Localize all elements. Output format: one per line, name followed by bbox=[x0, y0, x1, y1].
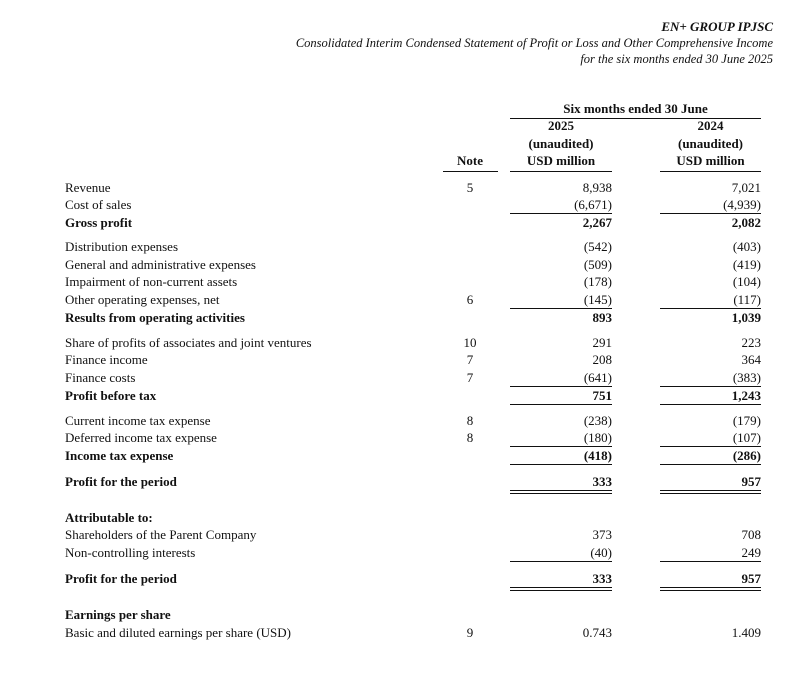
value-2025: (6,671) bbox=[574, 197, 612, 212]
total-rule bbox=[660, 404, 761, 405]
value-2024: (179) bbox=[732, 413, 761, 428]
row-note: 8 bbox=[466, 430, 474, 445]
value-2024: (117) bbox=[733, 292, 761, 307]
note-column-header: Note bbox=[457, 153, 483, 168]
row-label: Other operating expenses, net bbox=[65, 292, 220, 307]
value-2025: (542) bbox=[583, 239, 612, 254]
value-2024: 7,021 bbox=[731, 180, 761, 195]
row-impairment bbox=[0, 273, 800, 290]
value-2024: (286) bbox=[732, 448, 761, 463]
statement-period: for the six months ended 30 June 2025 bbox=[580, 52, 773, 66]
col-2025-header-rule bbox=[510, 171, 612, 172]
value-2024: (107) bbox=[732, 430, 761, 445]
value-2024: 957 bbox=[741, 474, 761, 489]
value-2025: (145) bbox=[583, 292, 612, 307]
row-label: Non-controlling interests bbox=[65, 545, 196, 560]
row-label: General and administrative expenses bbox=[65, 257, 256, 272]
col-2024-year: 2024 bbox=[697, 118, 724, 133]
row-label: Basic and diluted earnings per share (USD) bbox=[65, 625, 291, 640]
subtotal-rule bbox=[660, 561, 761, 562]
double-rule-top bbox=[660, 587, 761, 588]
value-2024: 1.409 bbox=[731, 625, 761, 640]
value-2024: 364 bbox=[741, 352, 761, 367]
value-2025: 751 bbox=[592, 388, 612, 403]
statement-title: Consolidated Interim Condensed Statement of Profit or Loss and Other Comprehensive Income bbox=[295, 36, 773, 50]
value-2025: (178) bbox=[583, 274, 612, 289]
double-rule-top bbox=[660, 490, 761, 491]
row-profit-before-tax bbox=[0, 387, 800, 404]
row-finance-income bbox=[0, 351, 800, 368]
row-attributable-to bbox=[0, 509, 800, 526]
row-note: 8 bbox=[466, 413, 474, 428]
subtotal-rule bbox=[660, 464, 761, 465]
value-2025: (40) bbox=[590, 545, 612, 560]
double-rule-top bbox=[510, 490, 612, 491]
col-2024-unit: USD million bbox=[676, 153, 745, 168]
subtotal-rule bbox=[510, 561, 612, 562]
row-note: 7 bbox=[466, 370, 474, 385]
double-rule-bottom bbox=[510, 493, 612, 494]
row-gross-profit bbox=[0, 214, 800, 231]
row-finance-costs bbox=[0, 369, 800, 386]
row-label: Income tax expense bbox=[65, 448, 174, 463]
value-2025: 333 bbox=[592, 571, 612, 586]
company-name: EN+ GROUP IPJSC bbox=[661, 19, 773, 34]
row-label: Deferred income tax expense bbox=[65, 430, 217, 445]
row-note: 7 bbox=[466, 352, 474, 367]
row-label: Profit for the period bbox=[65, 474, 177, 489]
value-2025: 2,267 bbox=[582, 215, 612, 230]
row-note: 6 bbox=[466, 292, 474, 307]
row-profit-for-period bbox=[0, 473, 800, 490]
value-2024: (403) bbox=[732, 239, 761, 254]
col-2024-header-rule bbox=[660, 171, 761, 172]
row-profit-for-period-attributable bbox=[0, 570, 800, 587]
row-label: Profit for the period bbox=[65, 571, 177, 586]
row-revenue bbox=[0, 179, 800, 196]
row-label: Distribution expenses bbox=[65, 239, 179, 254]
col-2024-status: (unaudited) bbox=[677, 136, 744, 151]
row-label: Earnings per share bbox=[65, 607, 171, 622]
row-income-tax-expense bbox=[0, 447, 800, 464]
row-label: Shareholders of the Parent Company bbox=[65, 527, 257, 542]
value-2025: 0.743 bbox=[582, 625, 612, 640]
row-label: Results from operating activities bbox=[65, 310, 245, 325]
total-rule bbox=[510, 404, 612, 405]
note-header-rule bbox=[443, 171, 498, 172]
double-rule-bottom bbox=[510, 590, 612, 591]
value-2024: 708 bbox=[741, 527, 761, 542]
col-2025-unit: USD million bbox=[526, 153, 596, 168]
row-label: Finance costs bbox=[65, 370, 136, 385]
row-note: 9 bbox=[466, 625, 474, 640]
row-label: Current income tax expense bbox=[65, 413, 211, 428]
double-rule-bottom bbox=[660, 590, 761, 591]
value-2024: 223 bbox=[741, 335, 761, 350]
col-2025-status: (unaudited) bbox=[528, 136, 594, 151]
value-2025: (509) bbox=[583, 257, 612, 272]
row-note: 5 bbox=[466, 180, 474, 195]
row-distribution-expenses bbox=[0, 238, 800, 255]
value-2024: 249 bbox=[741, 545, 761, 560]
row-label: Gross profit bbox=[65, 215, 133, 230]
value-2024: 2,082 bbox=[731, 215, 761, 230]
row-label: Cost of sales bbox=[65, 197, 132, 212]
row-earnings-per-share-heading bbox=[0, 606, 800, 623]
value-2025: (238) bbox=[583, 413, 612, 428]
value-2025: 291 bbox=[592, 335, 612, 350]
value-2025: (418) bbox=[583, 448, 612, 463]
subtotal-rule bbox=[510, 464, 612, 465]
value-2025: 333 bbox=[592, 474, 612, 489]
value-2024: 1,243 bbox=[731, 388, 761, 403]
value-2025: 893 bbox=[592, 310, 612, 325]
row-general-admin-expenses bbox=[0, 256, 800, 273]
value-2024: (4,939) bbox=[723, 197, 761, 212]
row-basic-diluted-eps bbox=[0, 624, 800, 641]
row-results-from-operating-activities bbox=[0, 309, 800, 326]
double-rule-bottom bbox=[660, 493, 761, 494]
value-2025: 373 bbox=[592, 527, 612, 542]
value-2024: (104) bbox=[732, 274, 761, 289]
row-label: Share of profits of associates and joint ventures bbox=[65, 335, 312, 350]
row-note: 10 bbox=[463, 335, 477, 350]
row-deferred-income-tax bbox=[0, 429, 800, 446]
value-2024: (419) bbox=[732, 257, 761, 272]
row-label: Revenue bbox=[65, 180, 111, 195]
value-2024: 957 bbox=[741, 571, 761, 586]
row-non-controlling-interests bbox=[0, 544, 800, 561]
value-2024: (383) bbox=[732, 370, 761, 385]
row-other-operating-expenses bbox=[0, 291, 800, 308]
row-shareholders-parent bbox=[0, 526, 800, 543]
col-2025-year: 2025 bbox=[548, 118, 574, 133]
row-label: Attributable to: bbox=[65, 510, 153, 525]
value-2025: (641) bbox=[583, 370, 612, 385]
row-label: Profit before tax bbox=[65, 388, 157, 403]
value-2025: (180) bbox=[583, 430, 612, 445]
row-current-income-tax bbox=[0, 412, 800, 429]
value-2025: 208 bbox=[592, 352, 612, 367]
row-label: Impairment of non-current assets bbox=[65, 274, 238, 289]
value-2024: 1,039 bbox=[731, 310, 761, 325]
column-group-title: Six months ended 30 June bbox=[563, 101, 708, 116]
row-cost-of-sales bbox=[0, 196, 800, 213]
row-label: Finance income bbox=[65, 352, 148, 367]
value-2025: 8,938 bbox=[582, 180, 612, 195]
double-rule-top bbox=[510, 587, 612, 588]
row-share-of-profits-associates bbox=[0, 334, 800, 351]
